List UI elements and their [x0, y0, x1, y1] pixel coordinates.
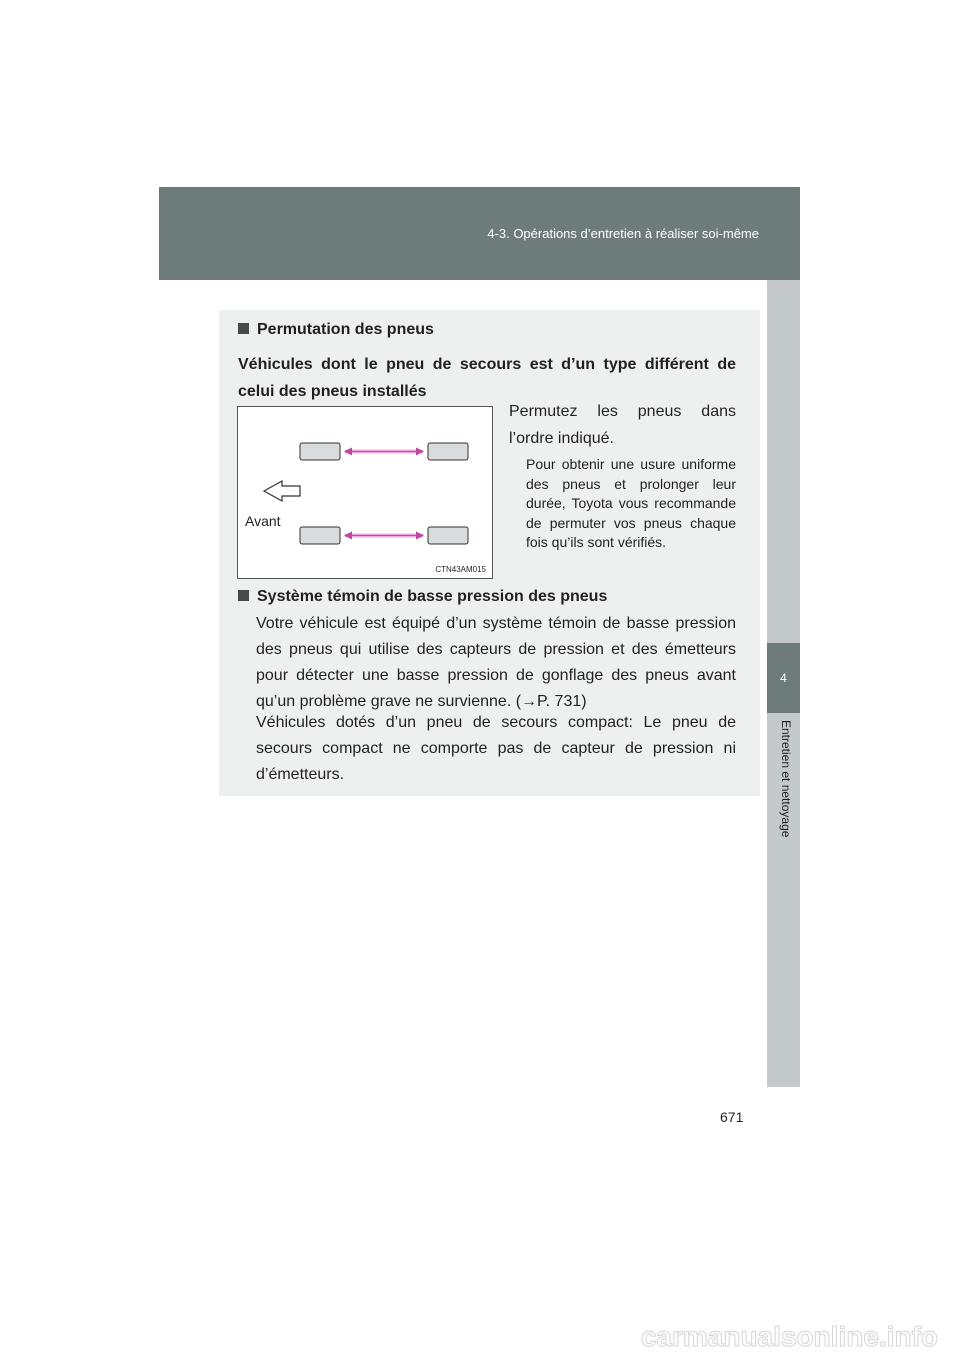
tire-rotation-diagram: [237, 406, 493, 579]
section-title: 4-3. Opérations d’entretien à réaliser soi-même: [487, 226, 759, 241]
square-bullet-icon: [238, 590, 249, 601]
tpms-paragraph-1: Votre véhicule est équipé d’un système témoin de basse pression des pneus qui utilise des capteurs de pression et des émetteurs pour détecter une basse pression de gonflage des pneus avant qu’un problème grave ne survienne. (→P. 731): [256, 615, 736, 710]
tpms-paragraph-2: Véhicules dotés d’un pneu de secours compact: Le pneu de secours compact ne comporte pas de capteur de pression ni d’émetteurs.: [256, 714, 736, 783]
front-right-tire: [428, 443, 468, 460]
page-header-bar: [159, 187, 800, 280]
tire-rotation-heading-text: Permutation des pneus: [257, 321, 434, 338]
tpms-heading: [238, 588, 607, 606]
tire-rotation-heading: [238, 321, 434, 339]
chapter-number: 4: [780, 671, 787, 685]
tpms-heading-text: Système témoin de basse pression des pneus: [257, 588, 608, 605]
rotation-instruction: Permutez les pneus dans l’ordre indiqué.: [509, 403, 736, 447]
rear-right-tire: [428, 527, 468, 544]
rear-left-tire: [300, 527, 340, 544]
watermark-text: carmanualsonline.info: [640, 1321, 938, 1352]
figure-code: CTN43AM015: [435, 565, 486, 574]
chapter-title: Entretien et nettoyage: [779, 720, 793, 838]
vehicle-condition-text: Véhicules dont le pneu de secours est d’un type différent de celui des pneus installés: [238, 356, 736, 400]
page-number: 671: [720, 1109, 744, 1125]
front-left-tire: [300, 443, 340, 460]
tire-rotation-svg: [238, 407, 492, 578]
chapter-number-tab: [767, 643, 800, 713]
front-direction-arrow-icon: [264, 481, 300, 501]
square-bullet-icon: [238, 323, 249, 334]
front-label: Avant: [245, 513, 281, 529]
rotation-note: Pour obtenir une usure uniforme des pneus et prolonger leur durée, Toyota vous recommande de permuter vos pneus chaque fois qu’ils sont vérifiés.: [526, 456, 736, 550]
